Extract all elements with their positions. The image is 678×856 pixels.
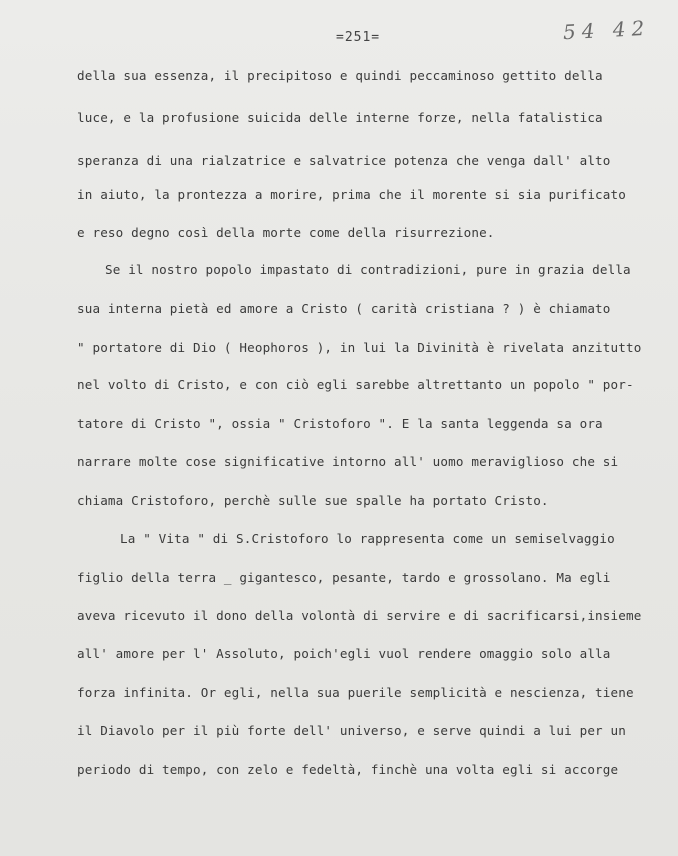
text-line: figlio della terra _ gigantesco, pesante, tardo e grossolano. Ma egli	[77, 570, 611, 585]
text-line: La " Vita " di S.Cristoforo lo rappresenta come un semiselvaggio	[120, 531, 615, 546]
archive-folio-mark: 54 42	[562, 15, 651, 45]
text-line: narrare molte cose significative intorno all' uomo meraviglioso che si	[77, 454, 619, 469]
text-line: all' amore per l' Assoluto, poich'egli vuol rendere omaggio solo alla	[77, 646, 611, 661]
text-line: della sua essenza, il precipitoso e quindi peccaminoso gettito della	[77, 68, 603, 83]
text-line: e reso degno così della morte come della risurrezione.	[77, 225, 495, 240]
text-line: Se il nostro popolo impastato di contradizioni, pure in grazia della	[105, 262, 631, 277]
text-line: luce, e la profusione suicida delle interne forze, nella fatalistica	[77, 110, 603, 125]
text-line: forza infinita. Or egli, nella sua puerile semplicità e nescienza, tiene	[77, 685, 634, 700]
text-line: sua interna pietà ed amore a Cristo ( carità cristiana ? ) è chiamato	[77, 301, 611, 316]
text-line: tatore di Cristo ", ossia " Cristoforo ". E la santa leggenda sa ora	[77, 416, 603, 431]
text-line: il Diavolo per il più forte dell' universo, e serve quindi a lui per un	[77, 723, 626, 738]
page-number: =251=	[336, 30, 381, 45]
text-line: " portatore di Dio ( Heophoros ), in lui la Divinità è rivelata anzitutto	[77, 340, 642, 355]
text-line: nel volto di Cristo, e con ciò egli sarebbe altrettanto un popolo " por-	[77, 377, 634, 392]
text-line: chiama Cristoforo, perchè sulle sue spalle ha portato Cristo.	[77, 493, 549, 508]
text-line: periodo di tempo, con zelo e fedeltà, finchè una volta egli si accorge	[77, 762, 619, 777]
text-line: speranza di una rialzatrice e salvatrice potenza che venga dall' alto	[77, 153, 611, 168]
text-line: in aiuto, la prontezza a morire, prima che il morente si sia purificato	[77, 187, 626, 202]
text-line: aveva ricevuto il dono della volontà di servire e di sacrificarsi,insieme	[77, 608, 642, 623]
